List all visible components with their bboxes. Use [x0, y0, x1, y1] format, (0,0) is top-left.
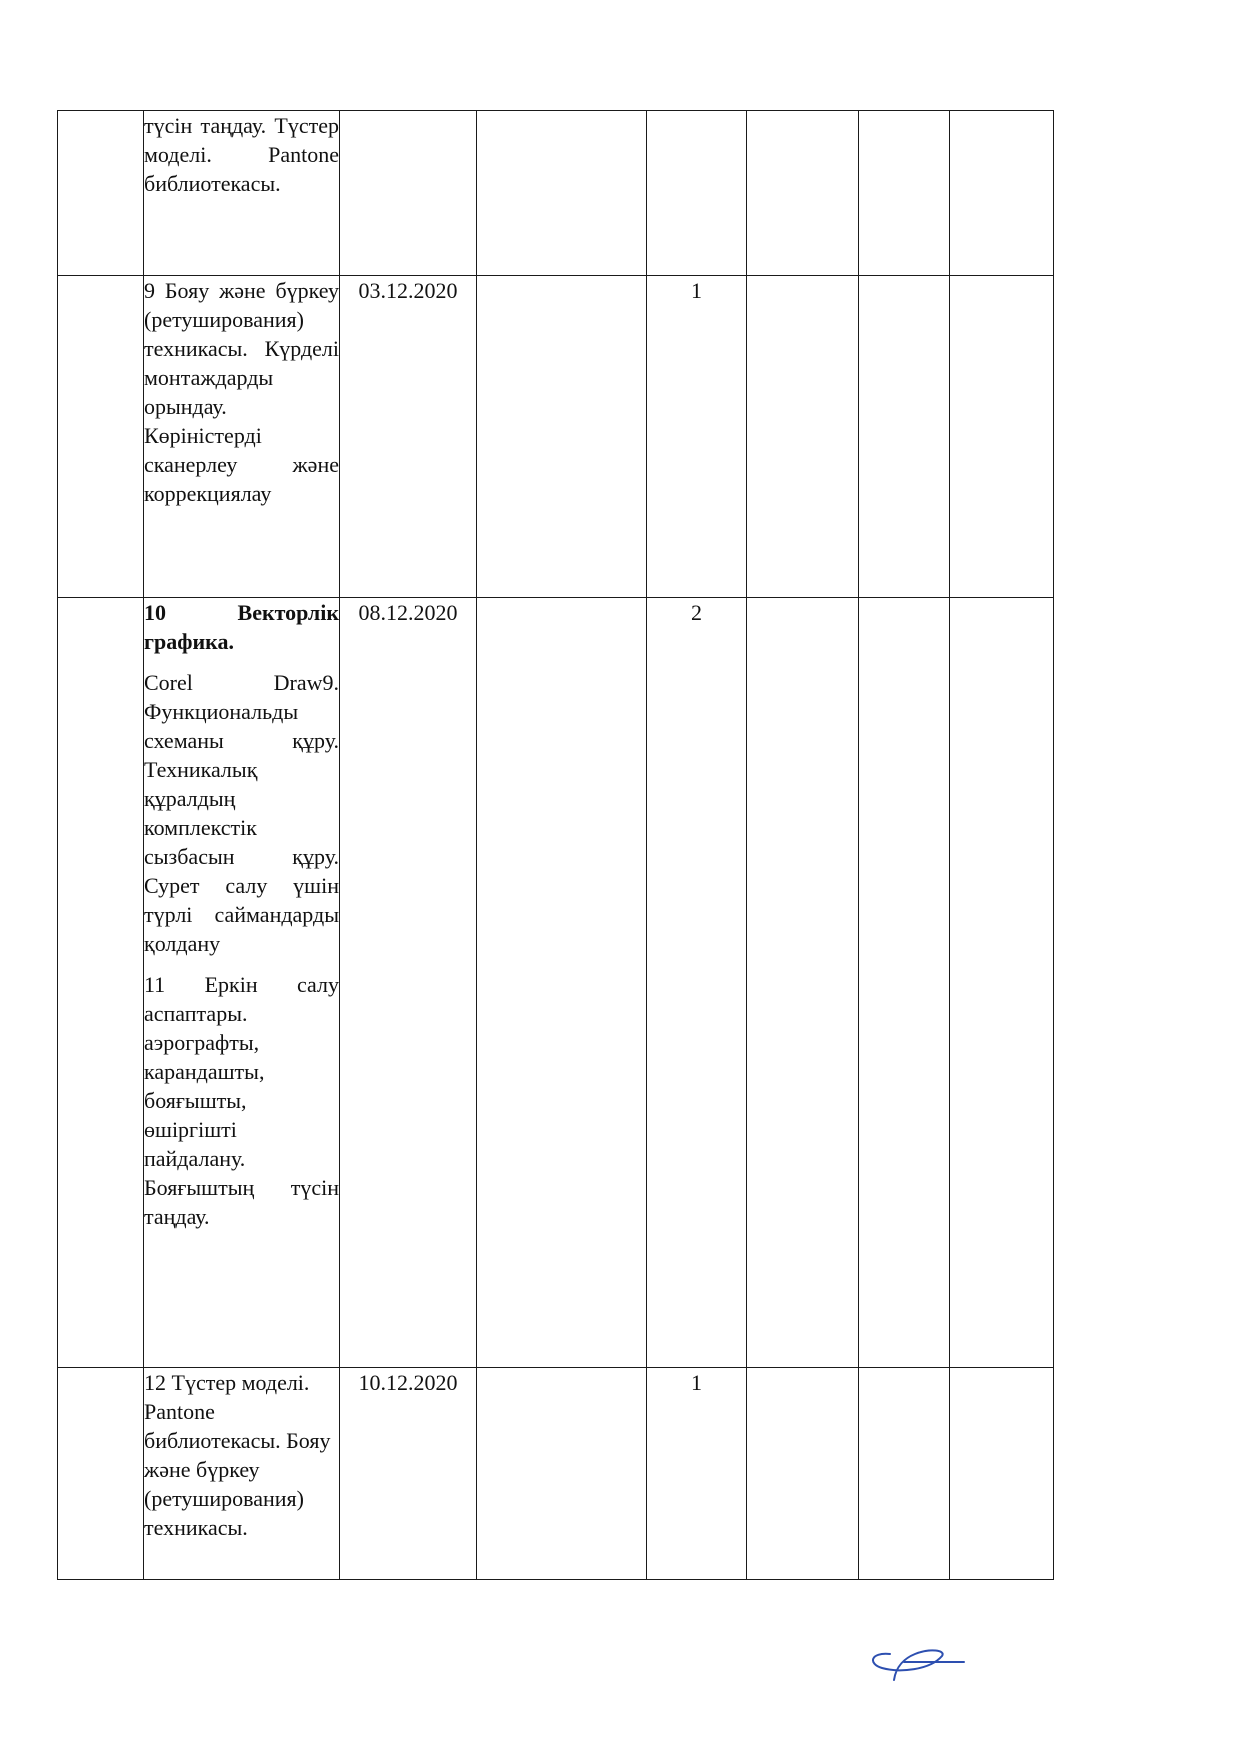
table-row	[58, 111, 1054, 276]
topic-cell	[144, 1368, 340, 1580]
date-cell: 08.12.2020	[340, 598, 477, 1368]
table-row	[58, 276, 1054, 598]
empty-cell	[477, 111, 647, 276]
date-cell: 03.12.2020	[340, 276, 477, 598]
empty-cell	[859, 1368, 950, 1580]
topic-text: 12 Түстер моделі. Pantone библиотекасы. Бояу және бүркеу (ретуширования) техникасы.	[144, 1370, 331, 1540]
signature-icon	[860, 1640, 970, 1690]
topic-cell	[144, 598, 340, 1368]
number-cell	[58, 598, 144, 1368]
empty-cell	[950, 1368, 1054, 1580]
empty-cell	[477, 276, 647, 598]
empty-cell	[747, 276, 859, 598]
empty-cell	[950, 276, 1054, 598]
topic-text: 9 Бояу және бүркеу (ретуширования) техникасы. Күрделі монтаждарды орындау. Көріністерді сканерлеу және коррекциялау	[144, 278, 339, 506]
empty-cell	[747, 111, 859, 276]
topic-text: түсін таңдау. Түстер моделі. Pantone библиотекасы.	[144, 113, 339, 196]
topic-heading: 10 Векторлік графика.	[144, 600, 339, 654]
hours-cell: 1	[647, 276, 747, 598]
hours-cell: 2	[647, 598, 747, 1368]
empty-cell	[859, 276, 950, 598]
hours-cell	[647, 111, 747, 276]
empty-cell	[859, 598, 950, 1368]
signature-stroke	[873, 1650, 964, 1680]
topic-cell	[144, 276, 340, 598]
lesson-plan-table	[57, 110, 1054, 1580]
empty-cell	[747, 1368, 859, 1580]
empty-cell	[477, 598, 647, 1368]
topic-cell	[144, 111, 340, 276]
empty-cell	[859, 111, 950, 276]
date-cell	[340, 111, 477, 276]
empty-cell	[950, 598, 1054, 1368]
number-cell	[58, 1368, 144, 1580]
empty-cell	[950, 111, 1054, 276]
empty-cell	[477, 1368, 647, 1580]
table-row	[58, 598, 1054, 1368]
topic-text: 11 Еркін салу аспаптары. аэрографты, карандашты, бояғышты, өшіргішті пайдалану. Бояғыштың түсін таңдау.	[144, 972, 339, 1229]
empty-cell	[747, 598, 859, 1368]
date-cell: 10.12.2020	[340, 1368, 477, 1580]
topic-text: Corel Draw9. Функциональды схеманы құру. Техникалық құралдың комплекстік сызбасын құру. Сурет салу үшін түрлі саймандарды қолдану	[144, 670, 339, 956]
number-cell	[58, 276, 144, 598]
number-cell	[58, 111, 144, 276]
hours-cell: 1	[647, 1368, 747, 1580]
table-row	[58, 1368, 1054, 1580]
